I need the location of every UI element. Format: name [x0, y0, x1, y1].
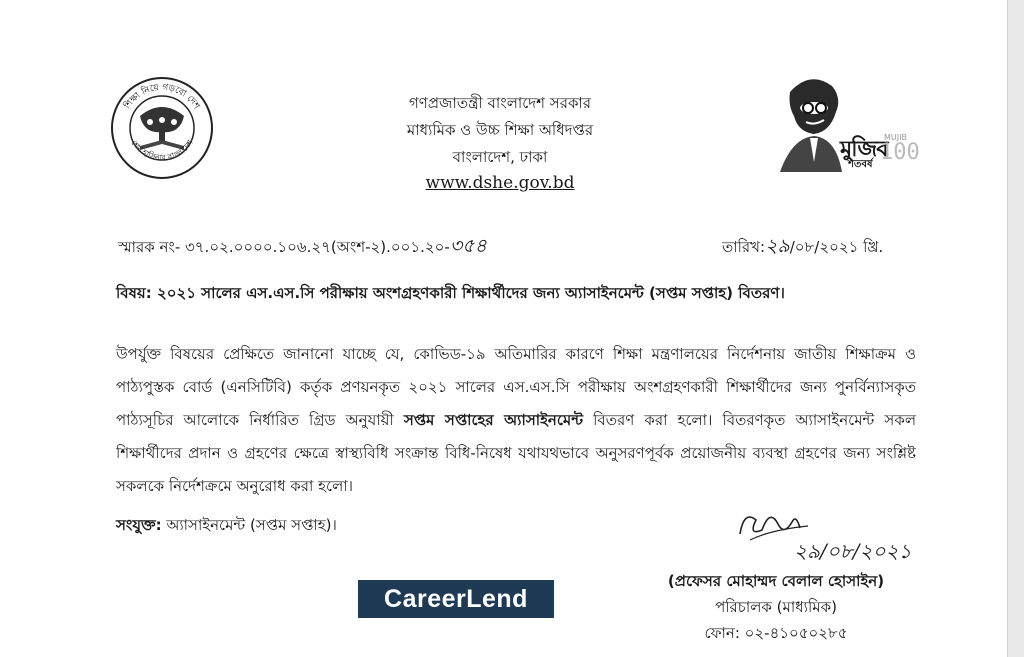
header-website: www.dshe.gov.bd [425, 173, 575, 193]
memo-handwritten-number: ৩৫৪ [449, 235, 487, 257]
date-label: তারিখ: [722, 238, 766, 256]
page-edge-strip [1008, 0, 1024, 657]
body-part-1: উপর্যুক্ত বিষয়ের প্রেক্ষিতে জানানো যাচ্ছে যে, কোভিড-১৯ অতিমারির কারণে শিক্ষা মন্ত্রণালয়ের নির্দেশনায় জাতীয় শিক্ষাক্রম ও পাঠ্যপুস্তক বোর্ড (এনসিটিবি) কর্তৃক প্রণয়নকৃত ২০২১ সালের এস.এস.সি পরীক্ষায় অংশগ্রহণকারী শিক্ষার্থীদের জন্য পুনর্বিন্যাসকৃত পাঠ্যসূচির আলোকে নির্ধারিত গ্রিড অনুযায়ী [116, 345, 916, 429]
mujib-logo-number: 100 [880, 140, 920, 165]
mujib-logo-word: মুজিব [840, 137, 888, 162]
careerlend-watermark: CareerLend [358, 580, 554, 618]
attachment-line [116, 514, 337, 539]
seal-bottom-text: শেখ হাসিনার বাংলাদেশ [129, 138, 195, 163]
header-line-directorate: মাধ্যমিক ও উচ্চ শিক্ষা অধিদপ্তর [406, 121, 594, 139]
attachment-value: অ্যাসাইনমেন্ট (সপ্তম সপ্তাহ)। [161, 516, 337, 534]
mujib-logo-sub: শতবর্ষ [848, 159, 873, 170]
date-rest: /০৮/২০২১ খ্রি. [789, 238, 884, 256]
government-seal-icon [110, 76, 214, 180]
body-part-2: বিতরণ করা হলো। বিতরণকৃত অ্যাসাইনমেন্ট সকল শিক্ষার্থীদের প্রদান ও গ্রহণের ক্ষেত্রে স্বাস্থ্যবিধি সংক্রান্ত বিধি-নিষেধ যথাযথভাবে অনুসরণপূর্বক প্রয়োজনীয় ব্যবস্থা গ্রহণের জন্য সংশ্লিষ্ট সকলকে নির্দেশক্রমে অনুরোধ করা হলো। [116, 411, 916, 495]
signatory-name: (প্রফেসর মোহাম্মদ বেলাল হোসাইন) [667, 572, 885, 590]
signatory-title: পরিচালক (মাধ্যমিক) [715, 598, 837, 616]
handwritten-signature [730, 500, 950, 570]
mujib-logo-small: MUJIB [884, 133, 907, 142]
header-line-government: গণপ্রজাতন্ত্রী বাংলাদেশ সরকার [408, 94, 592, 112]
header-line-location: বাংলাদেশ, ঢাকা [452, 148, 548, 166]
memo-number [118, 232, 487, 264]
memo-label: স্মারক নং- ৩৭.০২.০০০০.১০৬.২৭(অংশ-২).০০১.২০- [118, 238, 450, 256]
signature-handwritten-date: ২৯/০৮/২০২১ [794, 539, 912, 563]
body-bold-phrase: সপ্তম সপ্তাহের অ্যাসাইনমেন্ট [403, 411, 584, 429]
signatory-phone: ফোন: ০২-৪১০৫০২৮৫ [704, 624, 848, 642]
seal-top-text: শিক্ষা নিয়ে গড়বো দেশ [122, 82, 202, 112]
issue-date [722, 232, 883, 264]
attachment-label: সংযুক্ত: [116, 516, 162, 534]
letter-body [116, 338, 916, 503]
date-handwritten-day: ২৯ [765, 235, 790, 257]
letterhead [330, 90, 670, 197]
letter-subject: বিষয়: ২০২১ সালের এস.এস.সি পরীক্ষায় অংশগ্রহণকারী শিক্ষার্থীদের জন্য অ্যাসাইনমেন্ট (সপ্তম সপ্তাহ) বিতরণ। [116, 284, 785, 302]
